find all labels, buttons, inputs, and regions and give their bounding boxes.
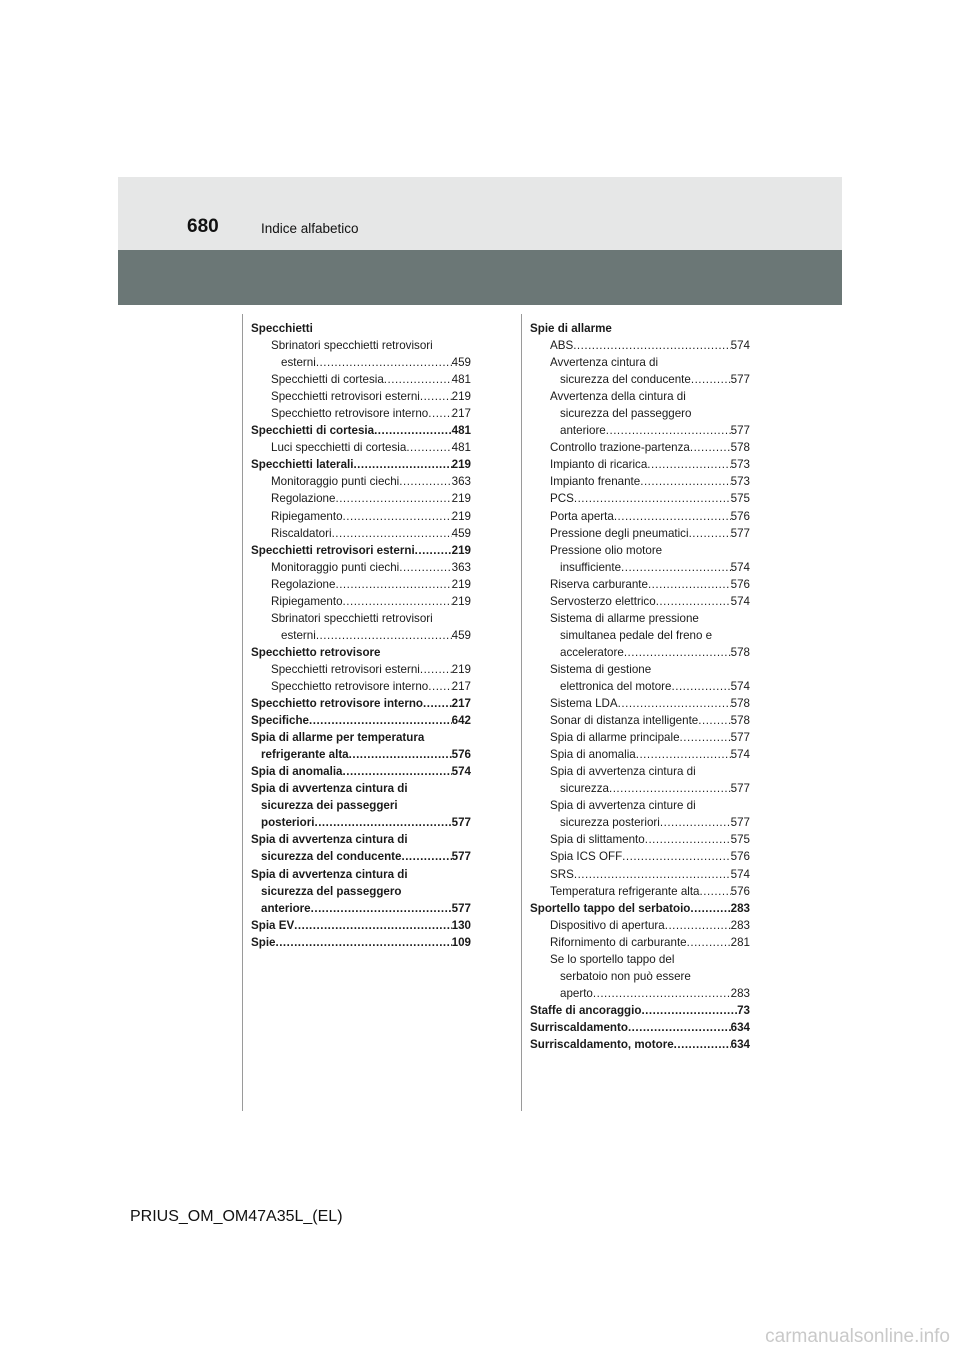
- entry-page: 459: [451, 356, 471, 370]
- dot-leader: [428, 678, 451, 695]
- index-entry: [251, 831, 471, 848]
- entry-text: Spia di allarme principale: [550, 731, 680, 745]
- entry-page: 363: [451, 560, 471, 574]
- entry-page: 575: [730, 492, 750, 506]
- entry-page: 574: [730, 339, 750, 353]
- entry-page: 642: [451, 714, 471, 728]
- header-bar: [118, 250, 842, 305]
- entry-text: sicurezza del conducente: [261, 850, 402, 864]
- entry-text: PCS: [550, 492, 574, 506]
- entry-page: 574: [730, 560, 750, 574]
- index-entry: [530, 968, 750, 985]
- entry-page: 459: [451, 526, 471, 540]
- header-band: [118, 177, 842, 250]
- entry-page: 283: [730, 986, 750, 1000]
- dot-leader: [335, 576, 451, 593]
- index-entry: [530, 354, 750, 371]
- index-entry: [251, 473, 471, 490]
- entry-text: Spia EV: [251, 918, 295, 932]
- entry-text: Spia di avvertenza cintura di: [251, 867, 408, 881]
- index-entry: [251, 542, 471, 559]
- entry-text: Regolazione: [271, 577, 336, 591]
- entry-text: Spie di allarme: [530, 322, 612, 335]
- dot-leader: [399, 473, 451, 490]
- index-entry: [530, 661, 750, 678]
- index-entry: [251, 525, 471, 542]
- index-entry: [530, 490, 750, 507]
- entry-text: Specifiche: [251, 714, 309, 728]
- entry-text: Spia di avvertenza cintura di: [251, 782, 408, 796]
- index-entry: [530, 1002, 750, 1019]
- index-entry: [251, 883, 471, 900]
- entry-text: Sbrinatori specchietti retrovisori: [271, 611, 433, 625]
- index-entry: [251, 797, 471, 814]
- entry-text: Specchietti di cortesia: [271, 373, 384, 387]
- section-title: Indice alfabetico: [261, 221, 359, 236]
- entry-page: 634: [730, 1037, 750, 1051]
- index-entry: [251, 610, 471, 627]
- index-entry: [530, 337, 750, 354]
- entry-page: 574: [451, 765, 471, 779]
- entry-text: ABS: [550, 339, 574, 353]
- entry-page: 363: [451, 475, 471, 489]
- dot-leader: [399, 559, 451, 576]
- entry-page: 219: [451, 390, 471, 404]
- entry-page: 578: [730, 697, 750, 711]
- entry-text: Specchietto retrovisore interno: [251, 697, 424, 711]
- entry-text: Ripiegamento: [271, 509, 343, 523]
- index-entry: [251, 593, 471, 610]
- entry-page: 574: [730, 867, 750, 881]
- entry-text: Spia di allarme per temperatura: [251, 731, 425, 745]
- dot-leader: [641, 1002, 737, 1019]
- dot-leader: [275, 934, 451, 951]
- index-entry: [530, 695, 750, 712]
- entry-text: Spia di avvertenza cinture di: [550, 799, 696, 813]
- entry-text: Ripiegamento: [271, 594, 343, 608]
- entry-page: 576: [730, 850, 750, 864]
- entry-text: Sistema LDA: [550, 697, 618, 711]
- entry-text: Spia di avvertenza cintura di: [251, 833, 408, 847]
- index-entry: [251, 712, 471, 729]
- index-entry: [251, 866, 471, 883]
- entry-page: 577: [451, 901, 471, 915]
- entry-page: 576: [730, 884, 750, 898]
- index-entry: [530, 678, 750, 695]
- index-entry: [530, 763, 750, 780]
- entry-page: 281: [730, 935, 750, 949]
- entry-text: Sistema di gestione: [550, 662, 652, 676]
- dot-leader: [621, 559, 731, 576]
- dot-leader: [698, 712, 730, 729]
- entry-page: 577: [730, 816, 750, 830]
- dot-leader: [335, 490, 451, 507]
- entry-text: Spia ICS OFF: [550, 850, 623, 864]
- entry-page: 219: [451, 509, 471, 523]
- dot-leader: [294, 917, 451, 934]
- entry-page: 283: [730, 901, 750, 915]
- entry-text: Servosterzo elettrico: [550, 594, 656, 608]
- index-entry: [251, 917, 471, 934]
- index-entry: [251, 661, 471, 678]
- entry-text: insufficiente: [560, 560, 622, 574]
- entry-page: 283: [730, 918, 750, 932]
- dot-leader: [672, 678, 731, 695]
- entry-page: 577: [451, 850, 471, 864]
- entry-page: 219: [451, 458, 471, 472]
- dot-leader: [423, 695, 452, 712]
- entry-text: Specchietti: [251, 322, 313, 335]
- index-entry: [530, 388, 750, 405]
- entry-page: 576: [730, 509, 750, 523]
- entry-page: 576: [730, 577, 750, 591]
- dot-leader: [349, 746, 452, 763]
- dot-leader: [691, 371, 731, 388]
- watermark: carmanualsonline.info: [765, 1326, 950, 1347]
- dot-leader: [622, 848, 731, 865]
- entry-text: SRS: [550, 867, 574, 881]
- index-entry: [251, 559, 471, 576]
- index-entry: [251, 780, 471, 797]
- entry-text: Impianto frenante: [550, 475, 641, 489]
- index-entry: [251, 490, 471, 507]
- entry-page: 481: [451, 424, 471, 438]
- dot-leader: [332, 525, 452, 542]
- dot-leader: [690, 900, 730, 917]
- dot-leader: [609, 780, 731, 797]
- entry-page: 217: [451, 697, 471, 711]
- index-entry: [251, 695, 471, 712]
- dot-leader: [574, 866, 731, 883]
- dot-leader: [420, 388, 452, 405]
- index-entry: [251, 900, 471, 917]
- entry-text: sicurezza: [560, 782, 609, 796]
- page-number: 680: [187, 216, 219, 237]
- index-entry: [530, 900, 750, 917]
- entry-text: sicurezza del conducente: [560, 373, 691, 387]
- index-entry: [530, 814, 750, 831]
- entry-text: Spia di anomalia: [550, 748, 636, 762]
- entry-text: Avvertenza cintura di: [550, 356, 659, 370]
- dot-leader: [628, 1019, 731, 1036]
- index-entry: [530, 371, 750, 388]
- entry-text: Surriscaldamento: [530, 1020, 628, 1034]
- dot-leader: [309, 712, 452, 729]
- dot-leader: [700, 883, 731, 900]
- entry-text: anteriore: [261, 901, 311, 915]
- index-entry: [530, 780, 750, 797]
- index-entry: [251, 422, 471, 439]
- entry-text: anteriore: [560, 424, 606, 438]
- index-entry: [530, 797, 750, 814]
- entry-page: 481: [451, 441, 471, 455]
- index-column-right: [530, 320, 750, 1053]
- index-entry: [251, 439, 471, 456]
- entry-page: 575: [730, 833, 750, 847]
- entry-text: Specchietto retrovisore interno: [271, 679, 429, 693]
- entry-text: Sistema di allarme pressione: [550, 611, 699, 625]
- index-column-left: [251, 320, 471, 951]
- entry-text: Monitoraggio punti ciechi: [271, 560, 400, 574]
- index-entry: [251, 508, 471, 525]
- entry-page: 578: [730, 645, 750, 659]
- entry-page: 577: [451, 816, 471, 830]
- entry-text: Temperatura refrigerante alta: [550, 884, 700, 898]
- entry-text: Porta aperta: [550, 509, 614, 523]
- entry-text: Specchietti laterali: [251, 458, 354, 472]
- document-code: PRIUS_OM_OM47A35L_(EL): [130, 1208, 343, 1225]
- dot-leader: [624, 644, 731, 661]
- entry-page: 578: [730, 441, 750, 455]
- index-entry: [251, 729, 471, 746]
- dot-leader: [374, 422, 452, 439]
- dot-leader: [687, 934, 731, 951]
- entry-text: Se lo sportello tappo del: [550, 952, 675, 966]
- entry-text: Avvertenza della cintura di: [550, 390, 686, 404]
- entry-page: 573: [730, 475, 750, 489]
- entry-page: 577: [730, 424, 750, 438]
- dot-leader: [636, 746, 731, 763]
- entry-text: Spie: [251, 935, 276, 949]
- index-entry: [251, 354, 471, 371]
- entry-page: 459: [451, 628, 471, 642]
- entry-text: simultanea pedale del freno e: [560, 628, 713, 642]
- index-entry: [530, 831, 750, 848]
- entry-text: Specchietti retrovisori esterni: [251, 543, 415, 557]
- entry-text: Regolazione: [271, 492, 336, 506]
- entry-text: Surriscaldamento, motore: [530, 1037, 674, 1051]
- dot-leader: [343, 508, 452, 525]
- index-entry: [530, 559, 750, 576]
- index-entry: [530, 439, 750, 456]
- index-entry: [530, 508, 750, 525]
- index-entry: [530, 1036, 750, 1053]
- entry-text: Specchietti retrovisori esterni: [271, 662, 420, 676]
- entry-text: sicurezza posteriori: [560, 816, 660, 830]
- index-entry: [251, 388, 471, 405]
- dot-leader: [406, 439, 451, 456]
- dot-leader: [311, 900, 452, 917]
- index-entry: [251, 678, 471, 695]
- dot-leader: [640, 473, 730, 490]
- entry-page: 219: [451, 662, 471, 676]
- entry-text: Rifornimento di carburante: [550, 935, 687, 949]
- dot-leader: [384, 371, 452, 388]
- dot-leader: [647, 456, 730, 473]
- index-entry: [530, 627, 750, 644]
- dot-leader: [353, 456, 451, 473]
- dot-leader: [420, 661, 452, 678]
- entry-page: 574: [730, 748, 750, 762]
- entry-page: 634: [730, 1020, 750, 1034]
- entry-page: 219: [451, 577, 471, 591]
- dot-leader: [690, 439, 731, 456]
- dot-leader: [689, 525, 731, 542]
- index-entry: [251, 337, 471, 354]
- dot-leader: [573, 337, 730, 354]
- entry-text: Spia di avvertenza cintura di: [550, 765, 696, 779]
- index-entry: [530, 746, 750, 763]
- dot-leader: [614, 508, 731, 525]
- entry-page: 219: [451, 543, 471, 557]
- index-entry: [530, 644, 750, 661]
- entry-text: Specchietto retrovisore interno: [271, 407, 429, 421]
- index-entry: [530, 320, 750, 337]
- entry-text: Impianto di ricarica: [550, 458, 648, 472]
- index-entry: [530, 405, 750, 422]
- index-entry: [530, 456, 750, 473]
- entry-page: 217: [451, 407, 471, 421]
- index-entry: [251, 456, 471, 473]
- index-entry: [251, 814, 471, 831]
- dot-leader: [415, 542, 452, 559]
- index-entry: [251, 371, 471, 388]
- entry-text: Sbrinatori specchietti retrovisori: [271, 339, 433, 353]
- entry-text: acceleratore: [560, 645, 624, 659]
- dot-leader: [401, 848, 451, 865]
- entry-text: aperto: [560, 986, 593, 1000]
- entry-text: Sonar di distanza intelligente: [550, 714, 699, 728]
- index-entry: [530, 883, 750, 900]
- dot-leader: [316, 627, 452, 644]
- dot-leader: [645, 831, 731, 848]
- index-entry: [530, 576, 750, 593]
- dot-leader: [606, 422, 731, 439]
- entry-text: elettronica del motore: [560, 679, 672, 693]
- dot-leader: [680, 729, 731, 746]
- index-entry: [251, 848, 471, 865]
- entry-text: esterni: [281, 356, 316, 370]
- entry-page: 577: [730, 526, 750, 540]
- dot-leader: [314, 814, 451, 831]
- dot-leader: [428, 405, 451, 422]
- index-entry: [530, 525, 750, 542]
- entry-text: refrigerante alta: [261, 748, 349, 762]
- dot-leader: [343, 763, 452, 780]
- index-entry: [530, 729, 750, 746]
- entry-text: sicurezza del passeggero: [261, 884, 402, 898]
- index-entry: [530, 422, 750, 439]
- entry-text: Dispositivo di apertura: [550, 918, 665, 932]
- index-entry: [251, 405, 471, 422]
- index-entry: [251, 763, 471, 780]
- index-entry: [251, 627, 471, 644]
- right-column-rule: [521, 314, 522, 1111]
- entry-page: 577: [730, 373, 750, 387]
- entry-text: serbatoio non può essere: [560, 969, 691, 983]
- index-entry: [530, 934, 750, 951]
- entry-text: posteriori: [261, 816, 315, 830]
- dot-leader: [665, 917, 731, 934]
- entry-text: Pressione degli pneumatici: [550, 526, 689, 540]
- entry-text: Specchietti di cortesia: [251, 424, 375, 438]
- entry-text: sicurezza del passeggero: [560, 407, 692, 421]
- entry-text: Specchietto retrovisore: [251, 645, 381, 659]
- index-entry: [530, 951, 750, 968]
- entry-text: Monitoraggio punti ciechi: [271, 475, 400, 489]
- index-entry: [251, 934, 471, 951]
- entry-page: 219: [451, 594, 471, 608]
- entry-page: 577: [730, 782, 750, 796]
- entry-page: 481: [451, 373, 471, 387]
- entry-text: Sportello tappo del serbatoio: [530, 901, 691, 915]
- dot-leader: [674, 1036, 731, 1053]
- dot-leader: [316, 354, 452, 371]
- dot-leader: [574, 490, 731, 507]
- index-entry: [530, 712, 750, 729]
- index-entry: [251, 576, 471, 593]
- index-entry: [530, 1019, 750, 1036]
- entry-page: 574: [730, 679, 750, 693]
- entry-page: 577: [730, 731, 750, 745]
- entry-page: 578: [730, 714, 750, 728]
- index-entry: [530, 473, 750, 490]
- entry-page: 574: [730, 594, 750, 608]
- entry-text: esterni: [281, 628, 316, 642]
- entry-page: 219: [451, 492, 471, 506]
- entry-text: Spia di anomalia: [251, 765, 343, 779]
- index-entry: [530, 542, 750, 559]
- index-entry: [530, 610, 750, 627]
- dot-leader: [648, 576, 731, 593]
- entry-text: Riserva carburante: [550, 577, 648, 591]
- index-entry: [530, 593, 750, 610]
- index-entry: [251, 746, 471, 763]
- index-entry: [251, 644, 471, 661]
- index-entry: [530, 985, 750, 1002]
- index-entry: [530, 848, 750, 865]
- dot-leader: [593, 985, 731, 1002]
- dot-leader: [618, 695, 731, 712]
- entry-text: Specchietti retrovisori esterni: [271, 390, 420, 404]
- entry-page: 73: [737, 1003, 750, 1017]
- dot-leader: [656, 593, 731, 610]
- index-entry: [251, 320, 471, 337]
- entry-text: sicurezza dei passeggeri: [261, 799, 398, 813]
- entry-page: 217: [451, 679, 471, 693]
- left-column-rule: [242, 314, 243, 1111]
- entry-text: Pressione olio motore: [550, 543, 663, 557]
- entry-text: Spia di slittamento: [550, 833, 645, 847]
- index-entry: [530, 866, 750, 883]
- dot-leader: [660, 814, 731, 831]
- dot-leader: [343, 593, 452, 610]
- entry-text: Staffe di ancoraggio: [530, 1003, 642, 1017]
- entry-text: Luci specchietti di cortesia: [271, 441, 407, 455]
- entry-page: 573: [730, 458, 750, 472]
- entry-text: Controllo trazione-partenza: [550, 441, 690, 455]
- entry-page: 130: [451, 918, 471, 932]
- index-entry: [530, 917, 750, 934]
- entry-page: 109: [451, 935, 471, 949]
- entry-text: Riscaldatori: [271, 526, 332, 540]
- entry-page: 576: [451, 748, 471, 762]
